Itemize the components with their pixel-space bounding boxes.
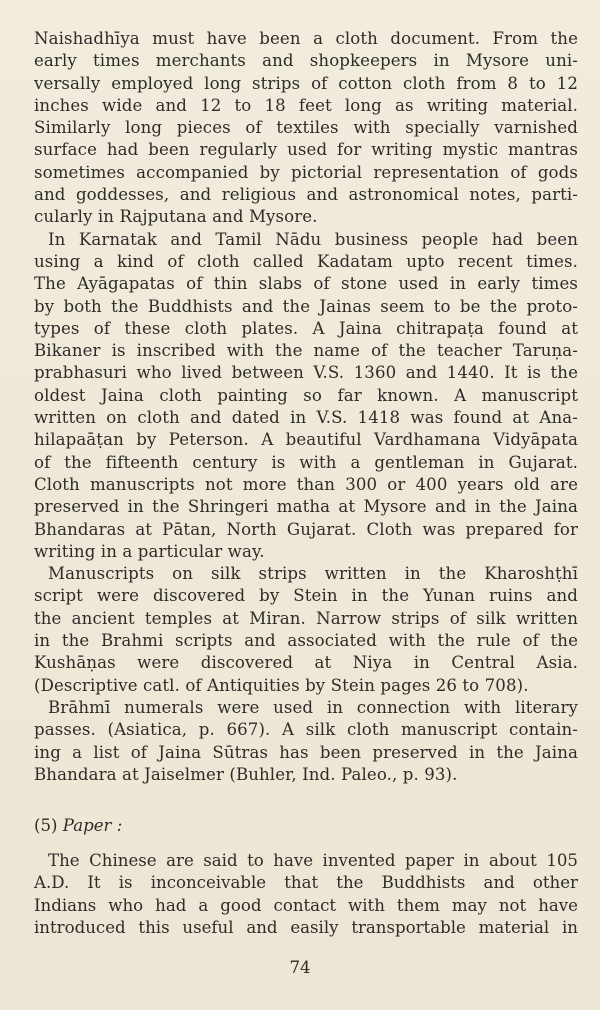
text-line: Bhandaras at Pātan, North Gujarat. Cloth was prepared for [34,519,578,539]
text-line: early times merchants and shopkeepers in Mysore uni- [34,51,578,71]
text-line: writing in a particular way. [34,541,265,561]
text-line: Bhandara at Jaiselmer (Buhler, Ind. Paleo., p. 93). [34,764,458,784]
text-line: Cloth manuscripts not more than 300 or 400 years old are [34,474,578,494]
text-line: In Karnatak and Tamil Nādu business people had been [48,229,578,249]
section-heading-paper [34,816,122,835]
text-line: A.D. It is inconceivable that the Buddhists and other [34,873,578,893]
text-line: in the Brahmi scripts and associated with the rule of the [34,631,578,651]
body-text [34,28,578,786]
text-line: using a kind of cloth called Kadatam upto recent times. [34,251,578,271]
section-number: (5) [34,816,58,835]
page-number: 74 [289,958,311,977]
text-line: The Chinese are said to have invented paper in about 105 [48,851,578,870]
text-line: Manuscripts on silk strips written in the Kharoshṭhī [48,564,578,584]
text-line: The Ayāgapatas of thin slabs of stone used in early times [34,274,578,294]
text-line: by both the Buddhists and the Jainas seem to be the proto- [34,296,578,316]
text-line: introduced this useful and easily transportable material in [34,917,578,937]
paragraph-cloth-documents [34,28,578,229]
text-line: ing a list of Jaina Sūtras has been preserved in the Jaina [34,742,578,762]
text-line: hilapaāṭan by Peterson. A beautiful Vardhamana Vidyāpata [34,430,578,450]
text-line: inches wide and 12 to 18 feet long as writing material. [34,95,578,115]
text-line: Naishadhīya must have been a cloth document. From the [34,29,578,48]
text-line: versally employed long strips of cotton cloth from 8 to 12 [34,73,578,93]
text-line: script were discovered by Stein in the Yunan ruins and [34,586,578,606]
text-line: Indians who had a good contact with them may not have [34,895,578,915]
text-line: Kushāṇas were discovered at Niya in Central Asia. [34,653,578,673]
text-line: types of these cloth plates. A Jaina chitrapaṭa found at [34,318,578,338]
section-title: Paper : [62,816,123,835]
text-line: of the fifteenth century is with a gentleman in Gujarat. [34,452,578,472]
paragraph-silk-strips [34,563,578,697]
text-line: prabhasuri who lived between V.S. 1360 and 1440. It is the [34,363,578,383]
text-line: passes. (Asiatica, p. 667). A silk cloth manuscript contain- [34,720,578,740]
text-line: oldest Jaina cloth painting so far known. A manuscript [34,385,578,405]
text-line: Brāhmī numerals were used in connection with literary [48,697,578,717]
text-line: and goddesses, and religious and astronomical notes, parti- [34,185,578,205]
text-line: surface had been regularly used for writing mystic mantras [34,140,578,160]
text-line: Bikaner is inscribed with the name of the teacher Taruṇa- [34,341,578,361]
paragraph-paper [34,850,578,939]
paragraph-brahmi-numerals [34,697,578,786]
paragraph-karnatak-tamil [34,229,578,563]
text-line: (Descriptive catl. of Antiquities by Stein pages 26 to 708). [34,675,529,695]
text-line: cularly in Rajputana and Mysore. [34,207,318,227]
text-line: the ancient temples at Miran. Narrow strips of silk written [34,608,578,628]
text-line: Similarly long pieces of textiles with specially varnished [34,118,578,138]
text-line: preserved in the Shringeri matha at Mysore and in the Jaina [34,497,578,517]
text-line: written on cloth and dated in V.S. 1418 was found at Ana- [34,408,578,428]
text-line: sometimes accompanied by pictorial representation of gods [34,162,578,182]
